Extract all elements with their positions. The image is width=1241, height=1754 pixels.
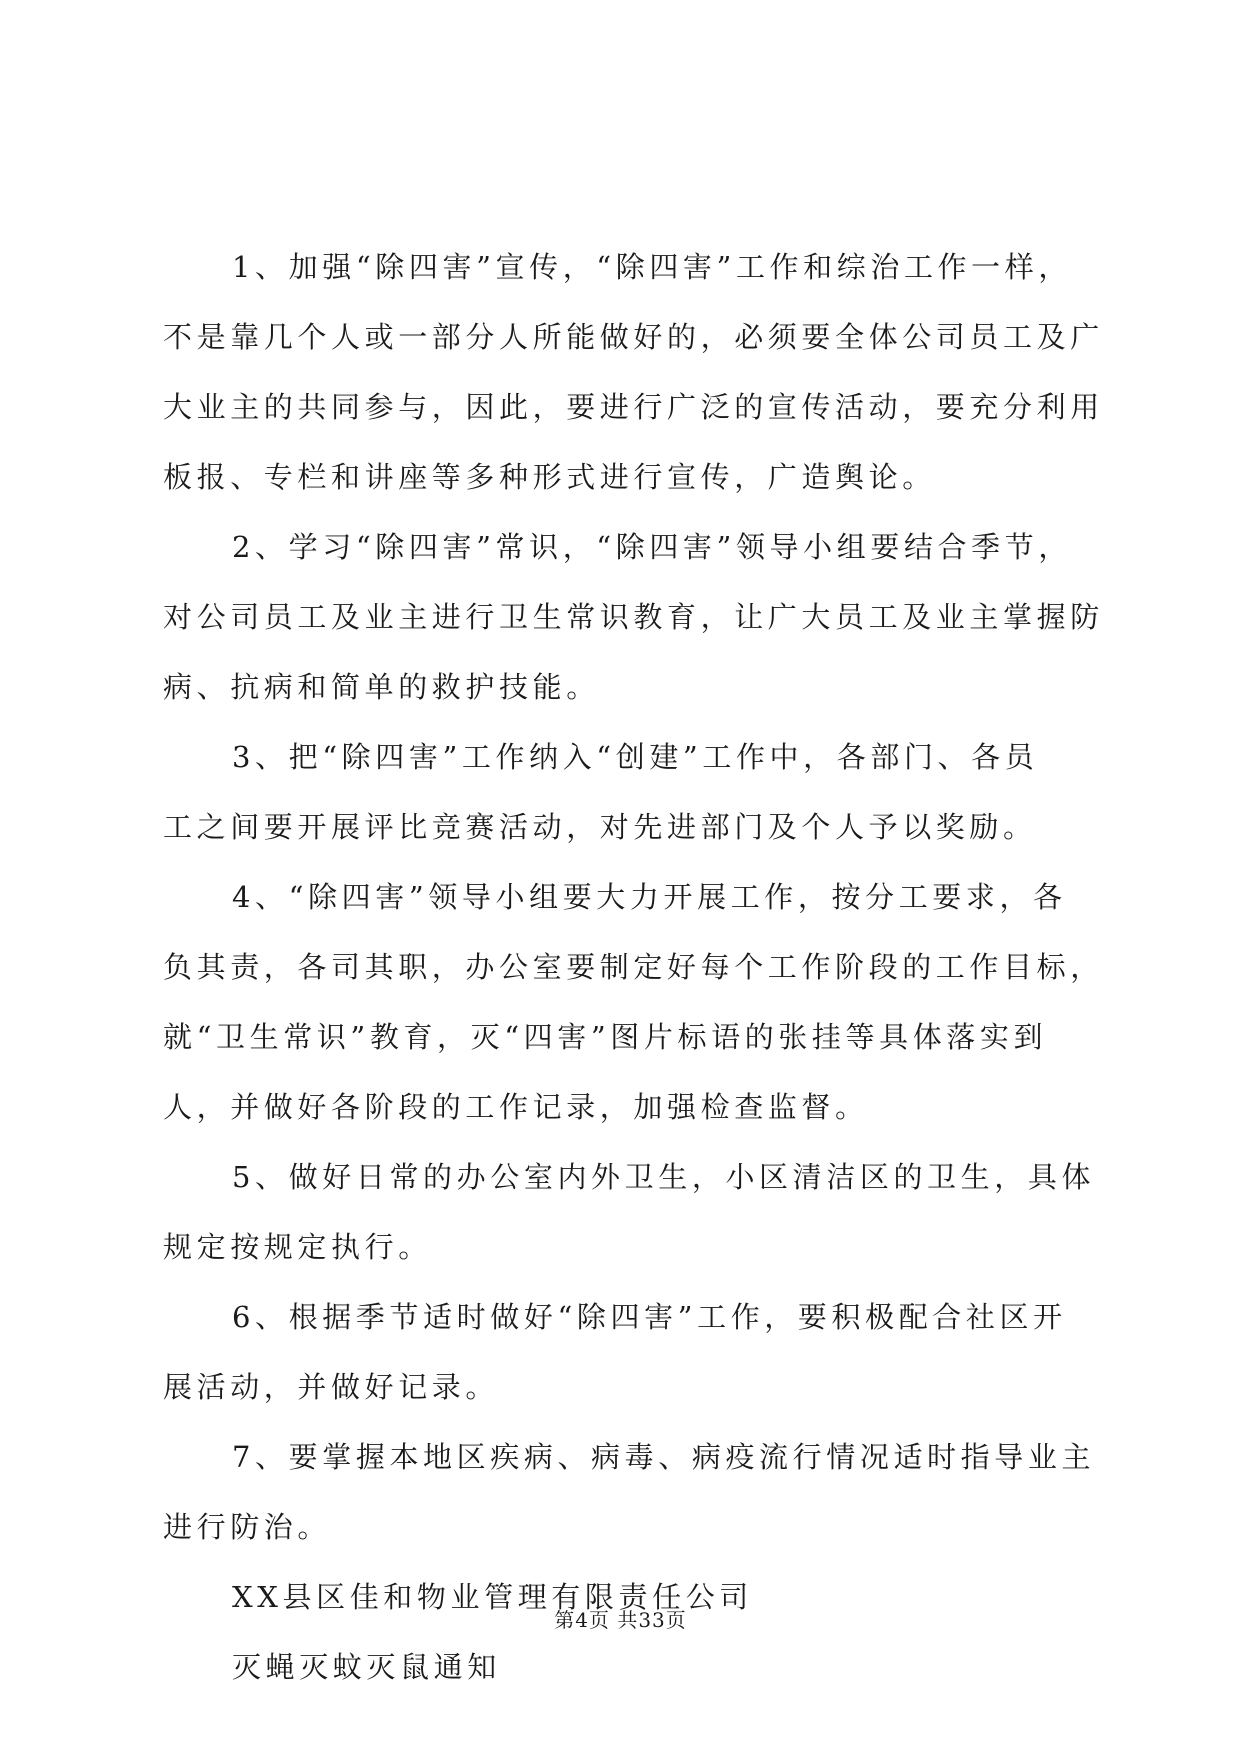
text-line: 规定按规定执行。 <box>163 1230 432 1264</box>
text-line: 2、学习“除四害”常识，“除四害”领导小组要结合季节， <box>232 530 1072 564</box>
text-line: 1、加强“除四害”宣传，“除四害”工作和综治工作一样， <box>232 250 1072 284</box>
text-line: 灭蝇灭蚊灭鼠通知 <box>232 1650 501 1684</box>
text-line: XX县区佳和物业管理有限责任公司 <box>232 1580 753 1614</box>
text-line: 就“卫生常识”教育，灭“四害”图片标语的张挂等具体落实到 <box>163 1020 1048 1054</box>
text-line: 4、“除四害”领导小组要大力开展工作，按分工要求，各 <box>232 880 1067 914</box>
text-line: 板报、专栏和讲座等多种形式进行宣传，广造舆论。 <box>163 460 936 494</box>
text-line: 病、抗病和简单的救护技能。 <box>163 670 600 704</box>
text-line: 进行防治。 <box>163 1510 332 1544</box>
text-line: 7、要掌握本地区疾病、病毒、病疫流行情况适时指导业主 <box>232 1440 1096 1474</box>
text-line: 不是靠几个人或一部分人所能做好的，必须要全体公司员工及广 <box>163 320 1104 354</box>
document-body <box>163 232 1104 1702</box>
text-line: 工之间要开展评比竞赛活动，对先进部门及个人予以奖励。 <box>163 810 1037 844</box>
text-line: 5、做好日常的办公室内外卫生，小区清洁区的卫生，具体 <box>232 1160 1096 1194</box>
text-line: 3、把“除四害”工作纳入“创建”工作中，各部门、各员 <box>232 740 1039 774</box>
text-line: 6、根据季节适时做好“除四害”工作，要积极配合社区开 <box>232 1300 1067 1334</box>
page-number-footer: 第4页 共33页 <box>554 1608 687 1632</box>
text-line: 大业主的共同参与，因此，要进行广泛的宣传活动，要充分利用 <box>163 390 1104 424</box>
text-line: 人，并做好各阶段的工作记录，加强检查监督。 <box>163 1090 869 1124</box>
text-line: 展活动，并做好记录。 <box>163 1370 500 1404</box>
text-line: 对公司员工及业主进行卫生常识教育，让广大员工及业主掌握防 <box>163 600 1104 634</box>
text-line: 负其责，各司其职，办公室要制定好每个工作阶段的工作目标， <box>163 950 1104 984</box>
